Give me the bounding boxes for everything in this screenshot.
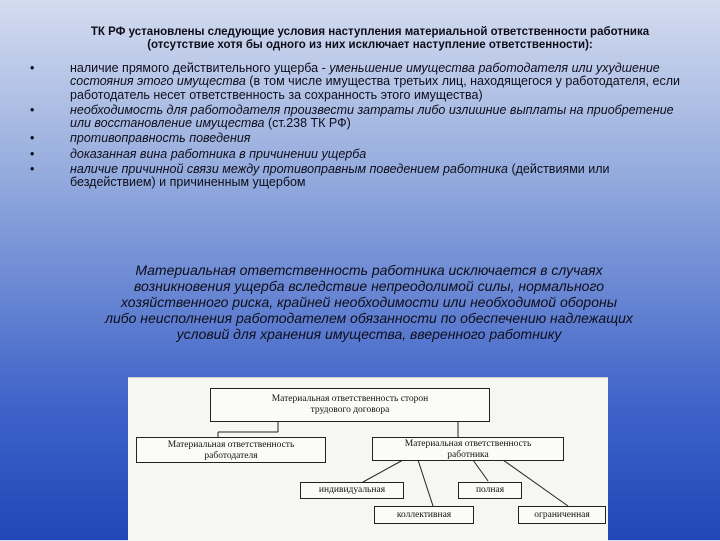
exclusion-paragraph — [60, 262, 678, 342]
box-employer — [136, 437, 326, 463]
exclusion-line-1: Материальная ответственность работника исключается в случаях — [135, 262, 603, 278]
box-employee — [372, 437, 564, 461]
box-employee-line-2: работника — [447, 450, 489, 460]
condition-text: (ст.238 ТК РФ) — [264, 116, 351, 131]
box-limited-label: ограниченная — [534, 510, 590, 520]
condition-item — [24, 132, 694, 145]
box-collective — [374, 506, 474, 524]
connector-employee-individual — [363, 460, 403, 482]
box-root-line-2: трудового договора — [310, 405, 390, 415]
condition-text: уменьшение имущества работодателя или ухудшение состояния этого имущества — [70, 61, 660, 89]
title-line-2: (отсутствие хотя бы одного из них исключает наступление ответственности): — [147, 39, 593, 51]
bullet-icon: • — [30, 162, 35, 177]
title-line-1: ТК РФ установлены следующие условия наступления материальной ответственности работника — [90, 26, 650, 38]
exclusion-line-5: условий для хранения имущества, вверенного работнику — [176, 326, 562, 342]
box-full — [458, 482, 522, 499]
condition-item — [24, 62, 694, 102]
condition-text: (действиями или бездействием) и причиненным ущербом — [70, 162, 610, 190]
condition-text: противоправность поведения — [70, 131, 251, 146]
condition-text: доказанная вина работника в причинении ущерба — [70, 146, 367, 161]
box-limited — [518, 506, 606, 524]
bullet-icon: • — [30, 61, 35, 75]
box-employer-line-1: Материальная ответственность — [167, 440, 295, 450]
exclusion-line-2: возникновения ущерба вследствие непреодолимой силы, нормального — [133, 278, 604, 294]
condition-text: наличие прямого действительного ущерба - — [70, 61, 330, 75]
exclusion-line-3: хозяйственного риска, крайней необходимости или необходимой обороны — [120, 294, 618, 310]
exclusion-line-4: либо неисполнения работодателем обязанности по обеспечению надлежащих — [105, 310, 633, 326]
box-root — [210, 388, 490, 422]
page-title — [60, 26, 680, 52]
connector-employee-collective — [418, 460, 433, 506]
box-collective-label: коллективная — [396, 510, 452, 520]
bullet-icon: • — [30, 146, 35, 161]
condition-text: наличие причинной связи между противоправным поведением работника — [70, 162, 508, 177]
conditions-list — [24, 62, 694, 192]
condition-item — [24, 148, 694, 161]
liability-diagram — [128, 377, 608, 541]
condition-text: (в том числе имущества третьих лиц, находящегося у работодателя, если работодатель несет ответственность за сохранность этого имущества) — [70, 74, 680, 102]
box-individual — [300, 482, 404, 499]
box-full-label: полная — [475, 485, 505, 495]
box-employee-line-1: Материальная ответственность — [404, 439, 532, 449]
box-individual-label: индивидуальная — [318, 485, 386, 495]
box-employer-line-2: работодателя — [204, 451, 258, 461]
condition-item — [24, 104, 694, 131]
bullet-icon: • — [30, 131, 35, 146]
condition-text: необходимость для работодателя произвести затраты либо излишние выплаты на приобретение или восстановление имущества — [70, 102, 674, 131]
box-root-line-1: Материальная ответственность сторон — [271, 394, 429, 404]
connector-employee-full — [473, 460, 488, 481]
bullet-icon: • — [30, 102, 35, 117]
condition-item — [24, 163, 694, 190]
